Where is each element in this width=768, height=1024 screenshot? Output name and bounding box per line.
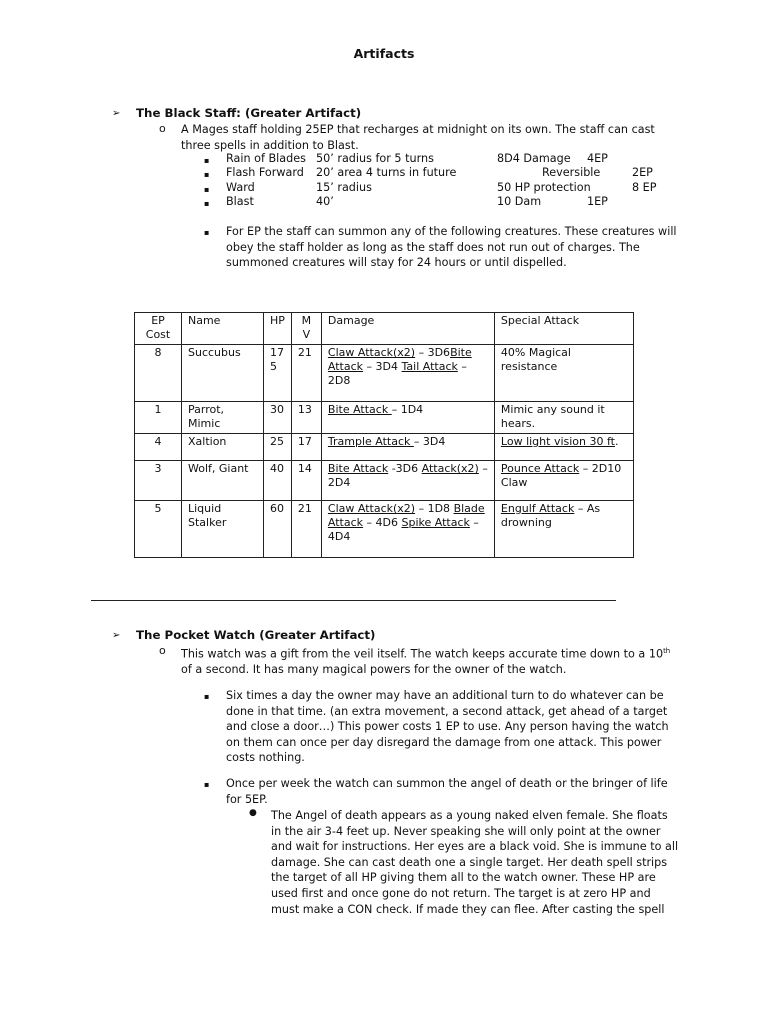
special-underlined-text: Engulf Attack <box>500 502 575 515</box>
table-row <box>135 402 634 434</box>
cell-special-attack <box>494 501 633 558</box>
cell-special-attack <box>494 402 633 434</box>
spell-effect: 50 HP protection <box>497 181 591 194</box>
spell-range: 40’ <box>316 195 334 208</box>
square-bullet-icon: ▪ <box>204 170 210 179</box>
spell-name: Rain of Blades <box>226 152 306 165</box>
summon-text: For EP the staff can summon any of the following creatures. These creatures will obey the staff holder as long as the staff does not run out of charges. The summoned creatures will stay for 24 hours or until dispelled. <box>226 225 677 270</box>
spell-cost: 2EP <box>632 166 653 179</box>
cell-hp: 40 <box>264 461 292 501</box>
cell-damage <box>321 402 494 434</box>
cell-name: Xaltion <box>182 434 264 461</box>
cell-hp: 60 <box>264 501 292 558</box>
cell-damage <box>321 434 494 461</box>
cell-name: Parrot, Mimic <box>182 402 264 434</box>
header-hp: HP <box>264 313 292 345</box>
cell-hp: 30 <box>264 402 292 434</box>
spell-effect: 10 Dam <box>497 195 542 208</box>
damage-text: – 4D6 <box>363 516 402 529</box>
damage-text: – 2D4 <box>327 462 488 489</box>
cell-name: Liquid Stalker <box>182 501 264 558</box>
spell-effect: 8D4 Damage <box>497 152 571 165</box>
cell-special-attack <box>494 461 633 501</box>
cell-name: Succubus <box>182 345 264 402</box>
special-text: Mimic any sound it hears. <box>500 403 605 430</box>
cell-mv: 14 <box>291 461 321 501</box>
cell-special-attack <box>494 434 633 461</box>
damage-underlined-text: Bite Attack <box>327 346 472 373</box>
damage-text: -3D6 <box>388 462 422 475</box>
dot-bullet-icon: ● <box>249 808 257 818</box>
damage-underlined-text: Blade Attack <box>327 502 485 529</box>
cell-ep-cost: 4 <box>135 434 182 461</box>
special-text: – As drowning <box>500 502 601 529</box>
arrow-bullet-icon: ➢ <box>112 108 121 119</box>
spell-name: Blast <box>226 195 254 208</box>
cell-special-attack <box>494 345 633 402</box>
table-row <box>135 461 634 501</box>
cell-mv: 21 <box>291 345 321 402</box>
damage-text: – 3D4 <box>363 360 402 373</box>
pocket-watch-heading: The Pocket Watch (Greater Artifact) <box>136 628 376 642</box>
damage-underlined-text: Spike Attack <box>401 516 470 529</box>
page-title: Artifacts <box>353 46 415 61</box>
spell-cost: 4EP <box>587 152 608 165</box>
spell-range: 50’ radius for 5 turns <box>316 152 434 165</box>
section-divider <box>91 600 616 601</box>
square-bullet-icon: ▪ <box>204 185 210 194</box>
spell-name: Ward <box>226 181 255 194</box>
square-bullet-icon: ▪ <box>204 156 210 165</box>
damage-text: – 1D4 <box>391 403 424 416</box>
header-damage: Damage <box>321 313 494 345</box>
square-bullet-icon: ▪ <box>204 692 210 701</box>
special-text: – 2D10 Claw <box>500 462 622 489</box>
square-bullet-icon: ▪ <box>204 199 210 208</box>
spell-cost: 8 EP <box>632 181 657 194</box>
damage-underlined-text: Bite Attack <box>327 462 389 475</box>
special-underlined-text: Pounce Attack <box>500 462 580 475</box>
spell-cost: 1EP <box>587 195 608 208</box>
damage-text: – 3D6 <box>415 346 451 359</box>
watch-bullet-summon: Once per week the watch can summon the angel of death or the bringer of life for 5EP. <box>226 777 668 806</box>
spell-range: 15’ radius <box>316 181 372 194</box>
table-row <box>135 345 634 402</box>
pocket-watch-intro <box>181 644 681 678</box>
spell-range: 20’ area 4 turns in future <box>316 166 457 179</box>
damage-text: – 4D4 <box>327 516 479 543</box>
special-text: . <box>614 435 619 448</box>
intro-superscript: th <box>663 647 671 655</box>
cell-hp: 25 <box>264 434 292 461</box>
damage-text: – 1D8 <box>415 502 454 515</box>
damage-underlined-text: Claw Attack(x2) <box>327 346 416 359</box>
header-name: Name <box>182 313 264 345</box>
damage-underlined-text: Tail Attack <box>401 360 458 373</box>
spell-name: Flash Forward <box>226 166 304 179</box>
black-staff-intro: A Mages staff holding 25EP that recharges at midnight on its own. The staff can cast three spells in addition to Blast. <box>181 123 655 152</box>
creature-table <box>134 312 634 558</box>
cell-mv: 13 <box>291 402 321 434</box>
cell-ep-cost: 3 <box>135 461 182 501</box>
cell-damage <box>321 461 494 501</box>
circle-bullet-icon: o <box>159 122 166 135</box>
header-special-attack: Special Attack <box>494 313 633 345</box>
special-underlined-text: Low light vision 30 ft <box>500 435 615 448</box>
table-row <box>135 434 634 461</box>
arrow-bullet-icon: ➢ <box>112 630 121 641</box>
cell-ep-cost: 5 <box>135 501 182 558</box>
intro-text-b: of a second. It has many magical powers for the owner of the watch. <box>181 663 567 677</box>
cell-ep-cost: 1 <box>135 402 182 434</box>
damage-underlined-text: Bite Attack <box>327 403 392 416</box>
cell-name: Wolf, Giant <box>182 461 264 501</box>
damage-underlined-text: Trample Attack <box>327 435 414 448</box>
watch-bullet-extra-turn: Six times a day the owner may have an additional turn to do whatever can be done in that time. (an extra movement, a second attack, get ahead of a target and close a door…) This power costs 1 EP to use. Any person having the watch on them can once per day disregard the damage from one attack. This power costs nothing. <box>226 689 669 765</box>
circle-bullet-icon: o <box>159 644 166 657</box>
spell-effect: Reversible <box>542 166 601 179</box>
damage-underlined-text: Attack(x2) <box>421 462 479 475</box>
cell-mv: 21 <box>291 501 321 558</box>
special-text: 40% Magical resistance <box>500 346 571 373</box>
angel-of-death-text: The Angel of death appears as a young naked elven female. She floats in the air 3-4 feet up. Never speaking she will only point at the owner and wait for instructions. Her eyes are a black void. She is immune to all damage. She can cast death one a single target. Her death spell strips the target of all HP giving them all to the watch owner. These HP are used first and once gone do not return. The target is at zero HP and must make a CON check. If made they can flee. After casting the spell <box>271 809 679 916</box>
damage-text: – 2D8 <box>327 360 467 387</box>
table-header-row <box>135 313 634 345</box>
cell-ep-cost: 8 <box>135 345 182 402</box>
damage-underlined-text: Claw Attack(x2) <box>327 502 416 515</box>
square-bullet-icon: ▪ <box>204 228 210 237</box>
damage-text: – 3D4 <box>413 435 446 448</box>
cell-hp: 17 5 <box>264 345 292 402</box>
table-row <box>135 501 634 558</box>
cell-damage <box>321 345 494 402</box>
square-bullet-icon: ▪ <box>204 780 210 789</box>
cell-damage <box>321 501 494 558</box>
intro-text-a: This watch was a gift from the veil itself. The watch keeps accurate time down to a 10 <box>181 647 664 661</box>
header-ep-cost: EP Cost <box>135 313 182 345</box>
black-staff-heading: The Black Staff: (Greater Artifact) <box>136 106 362 120</box>
cell-mv: 17 <box>291 434 321 461</box>
header-mv: M V <box>291 313 321 345</box>
